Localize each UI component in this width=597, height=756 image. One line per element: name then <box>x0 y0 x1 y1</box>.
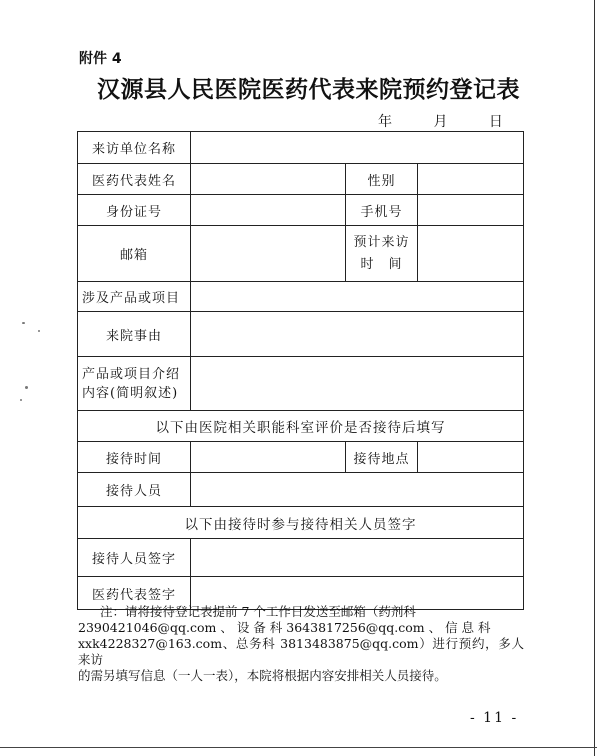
section-review-heading: 以下由医院相关职能科室评价是否接待后填写 <box>78 411 524 442</box>
form-row-intro <box>78 357 524 411</box>
reception-place-field[interactable] <box>418 442 524 473</box>
purpose-label: 来院事由 <box>78 312 191 357</box>
date-year: 年 <box>378 114 393 130</box>
footnote-line-1: 注：请将接待登记表提前 7 个工作日发送至邮箱（药剂科 <box>100 604 416 619</box>
phone-field[interactable] <box>418 195 524 226</box>
rep-name-field[interactable] <box>191 164 346 195</box>
visit-unit-label: 来访单位名称 <box>78 132 191 164</box>
page-edge-right <box>594 0 595 756</box>
scan-speck <box>38 330 40 332</box>
footnote-line-3: xxk4228327@163.com、总务科 3813483875@qq.com）进行预约，多人来访 <box>78 636 524 667</box>
reception-time-label: 接待时间 <box>78 442 191 473</box>
footnote <box>78 604 524 684</box>
form-row-section-review <box>78 411 524 442</box>
form-row-email <box>78 226 524 282</box>
page-edge-bottom <box>0 747 597 748</box>
footnote-line-2: 2390421046@qq.com 、 设 备 科 3643817256@qq.com 、 信 息 科 <box>78 620 491 635</box>
intro-label <box>78 357 191 411</box>
scan-speck <box>22 322 25 324</box>
id-number-field[interactable] <box>191 195 346 226</box>
reception-place-label: 接待地点 <box>346 442 418 473</box>
section-sign-heading: 以下由接待时参与接待相关人员签字 <box>78 507 524 539</box>
date-month: 月 <box>433 114 449 130</box>
rep-name-label: 医药代表姓名 <box>78 164 191 195</box>
form-row-staff-signature <box>78 539 524 577</box>
reception-staff-field[interactable] <box>191 473 524 507</box>
form-row-products <box>78 282 524 312</box>
form-row-section-sign <box>78 507 524 539</box>
email-label: 邮箱 <box>78 226 191 282</box>
planned-visit-label <box>346 226 418 282</box>
page-title: 汉源县人民医院医药代表来院预约登记表 <box>97 76 520 103</box>
gender-label: 性别 <box>346 164 418 195</box>
registration-form <box>77 131 524 610</box>
form-row-reception-time <box>78 442 524 473</box>
page-number: - 11 - <box>470 710 519 726</box>
form-row-rep-name <box>78 164 524 195</box>
intro-field[interactable] <box>191 357 524 411</box>
email-field[interactable] <box>191 226 346 282</box>
staff-signature-label: 接待人员签字 <box>78 539 191 577</box>
products-field[interactable] <box>191 282 524 312</box>
reception-staff-label: 接待人员 <box>78 473 191 507</box>
footnote-line-4: 的需另填写信息（一人一表），本院将根据内容安排相关人员接待。 <box>78 668 447 683</box>
products-label: 涉及产品或项目 <box>78 282 191 312</box>
form-row-id <box>78 195 524 226</box>
date-line <box>378 111 504 131</box>
reception-time-field[interactable] <box>191 442 346 473</box>
rep-signature-label: 医药代表签字 <box>78 577 191 610</box>
purpose-field[interactable] <box>191 312 524 357</box>
gender-field[interactable] <box>418 164 524 195</box>
form-row-visit-unit <box>78 132 524 164</box>
planned-visit-label-line1: 预计来访 <box>353 234 410 250</box>
planned-visit-field[interactable] <box>418 226 524 282</box>
id-number-label: 身份证号 <box>78 195 191 226</box>
date-day: 日 <box>488 114 504 130</box>
intro-label-line1: 产品或项目介绍 <box>82 366 181 382</box>
form-row-reception-staff <box>78 473 524 507</box>
phone-label: 手机号 <box>346 195 418 226</box>
planned-visit-label-line2: 时 间 <box>360 256 403 272</box>
staff-signature-field[interactable] <box>191 539 524 577</box>
intro-label-line2: 内容(简明叙述) <box>82 385 179 401</box>
attachment-label: 附件 4 <box>79 51 122 67</box>
form-row-purpose <box>78 312 524 357</box>
scan-speck <box>25 386 28 389</box>
scan-speck <box>20 399 22 401</box>
visit-unit-field[interactable] <box>191 132 524 164</box>
